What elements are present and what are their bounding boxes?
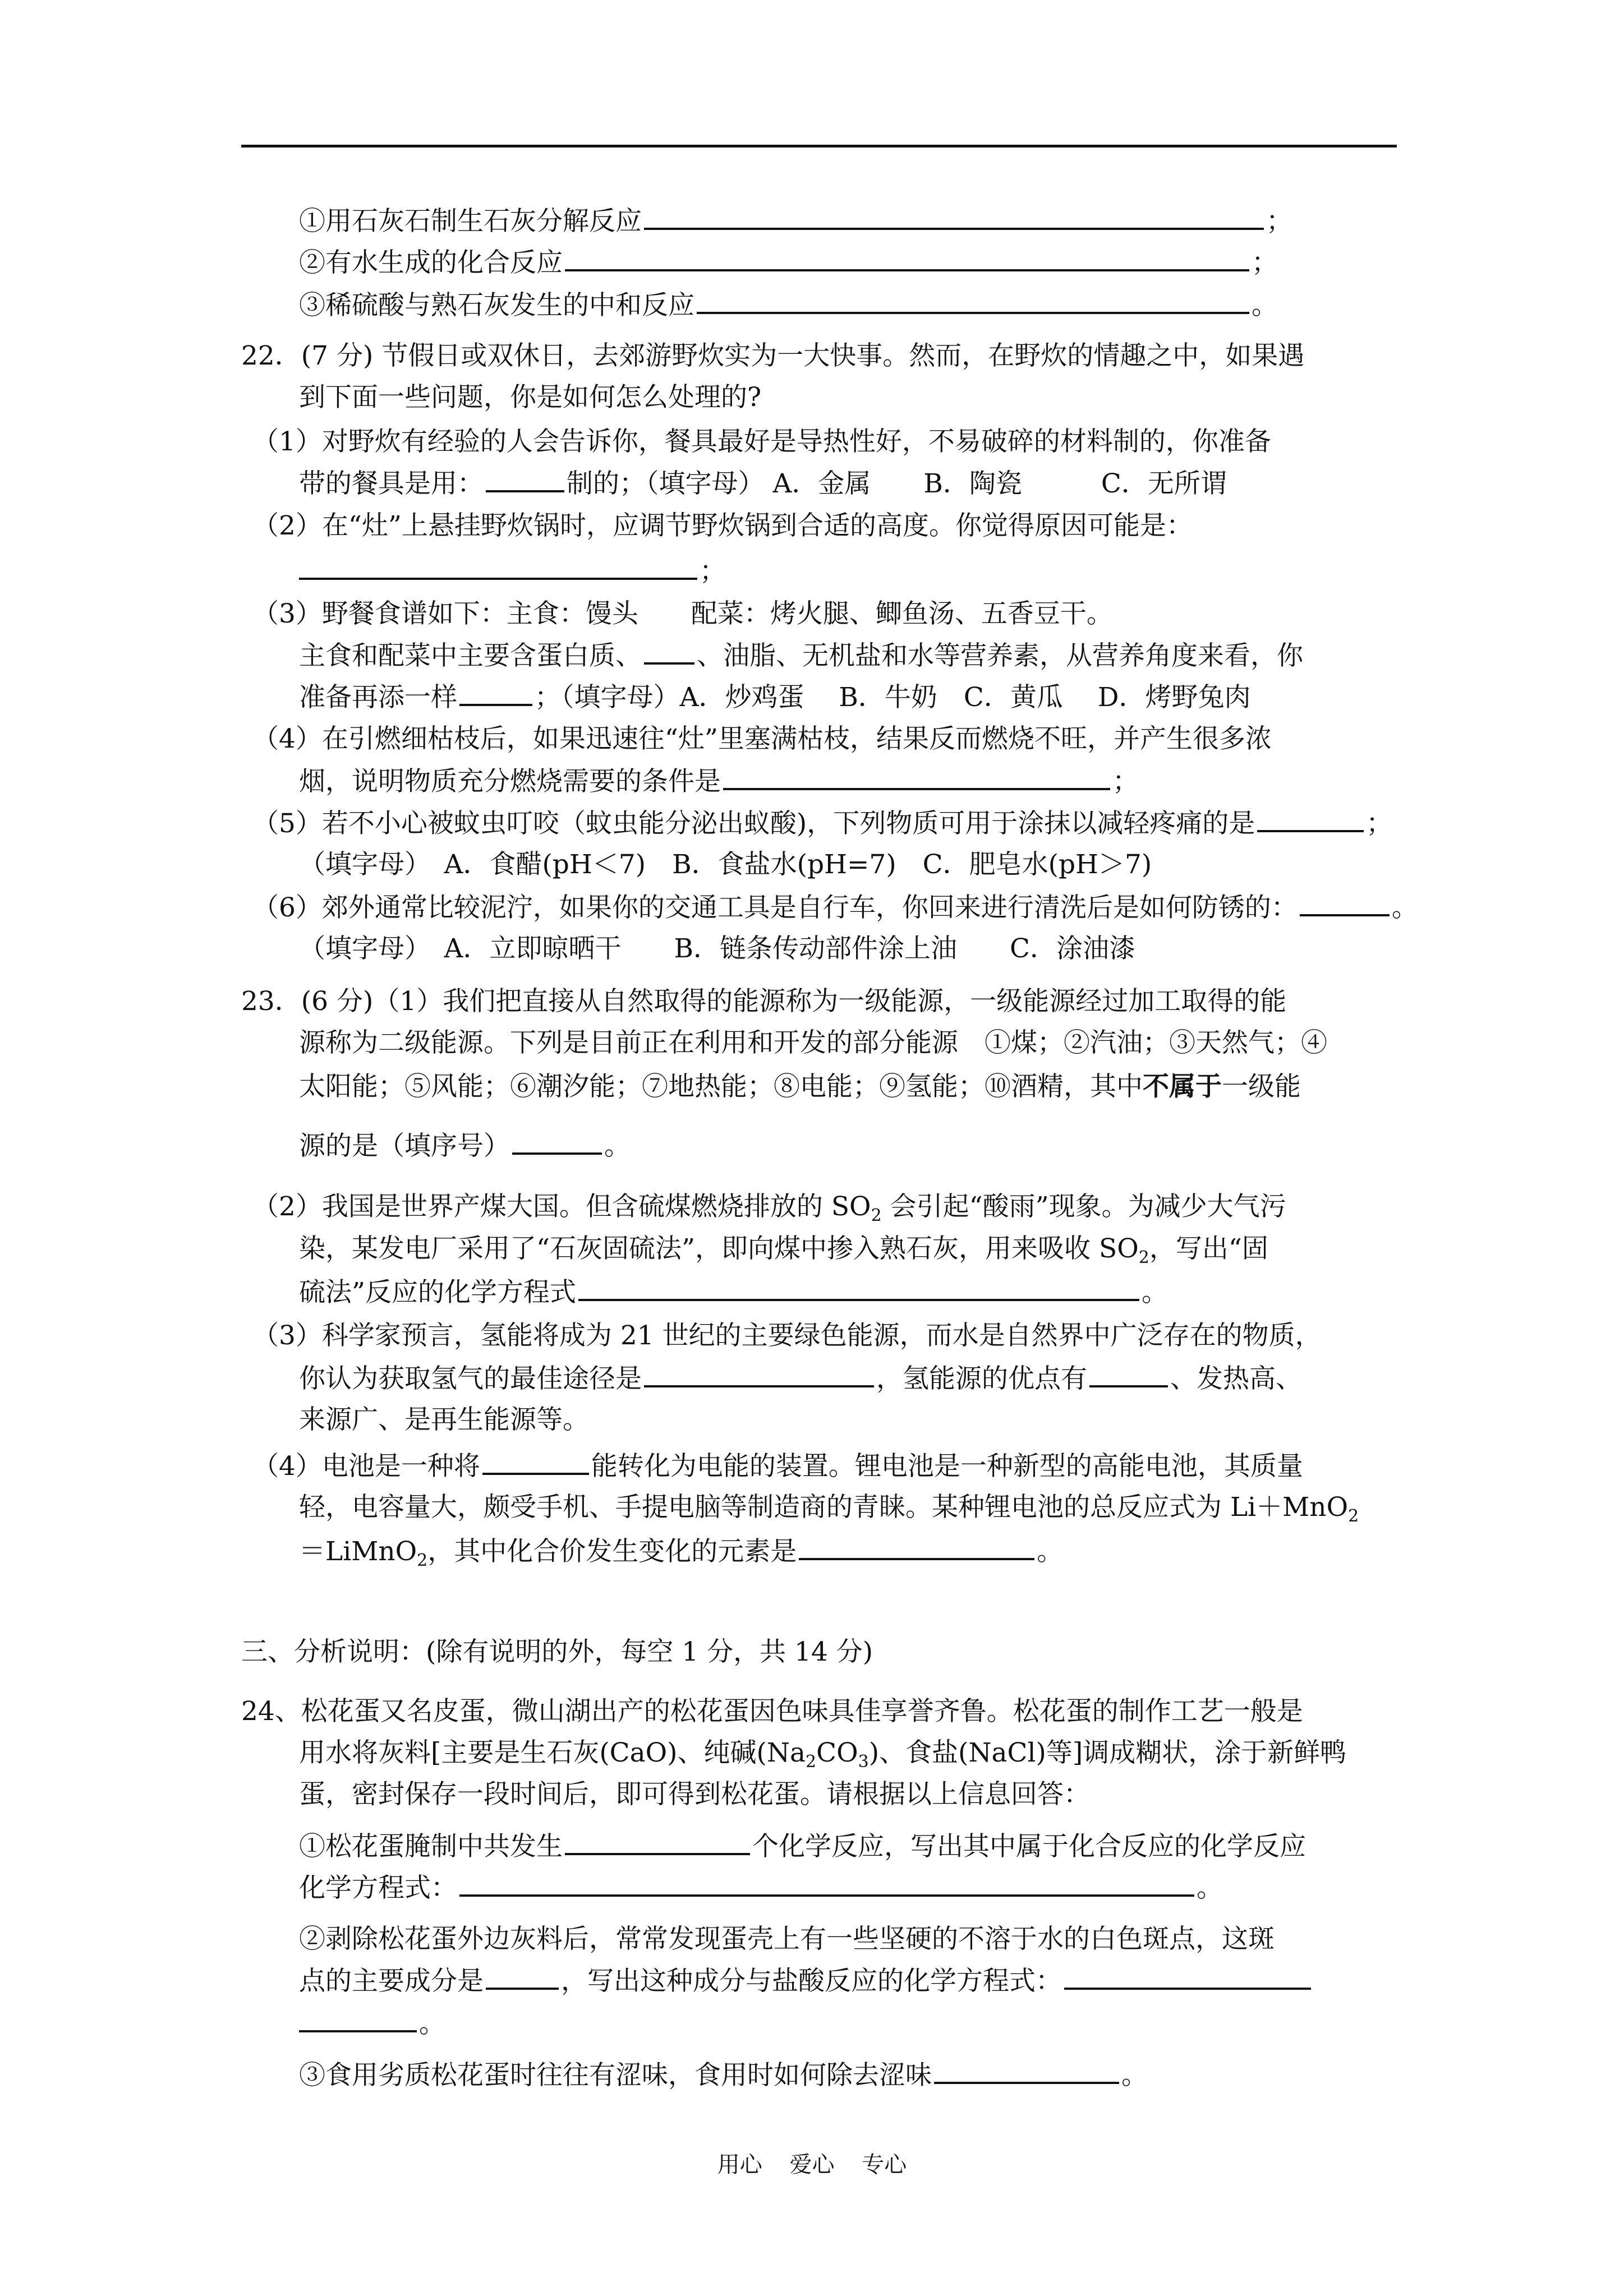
q24-item2-line3: 。: [299, 2005, 445, 2042]
answer-blank[interactable]: [644, 203, 1264, 230]
q24-line3: 蛋，密封保存一段时间后，即可得到松花蛋。请根据以上信息回答：: [299, 1779, 1090, 1810]
answer-blank[interactable]: [512, 1128, 602, 1155]
q22-part3-line1: （3）野餐食谱如下：主食：馒头 配菜：烤火腿、鲫鱼汤、五香豆干。: [252, 598, 1113, 629]
q22-part3-line2: 主食和配菜中主要含蛋白质、 、油脂、无机盐和水等营养素，从营养角度来看，你: [299, 638, 1303, 674]
q22-part4-line2: 烟，说明物质充分燃烧需要的条件是 ；: [299, 763, 1139, 800]
q24-item3: ③食用劣质松花蛋时往往有涩味，食用时如何除去涩味 。: [299, 2057, 1148, 2094]
q23-part4-line2: 轻，电容量大，颇受手机、手提电脑等制造商的青睐。某种锂电池的总反应式为 Li＋MnO$_2$: [299, 1492, 1359, 1526]
answer-blank[interactable]: [565, 1828, 750, 1855]
header-rule: [241, 145, 1397, 147]
q23-line2: 源称为二级能源。下列是目前正在利用和开发的部分能源 ①煤；②汽油；③天然气；④: [299, 1027, 1327, 1058]
footer-text-3: 专心: [862, 2152, 907, 2178]
answer-blank[interactable]: [486, 1963, 559, 1990]
q23-line3: 太阳能；⑤风能；⑥潮汐能；⑦地热能；⑧电能；⑨氢能；⑩酒精，其中不属于一级能: [299, 1071, 1301, 1102]
q23-part4-line1: （4）电池是一种将 能转化为电能的装置。锂电池是一种新型的高能电池，其质量: [252, 1448, 1303, 1484]
q22-part4-line1: （4）在引燃细枯枝后，如果迅速往“灶”里塞满枯枝，结果反而燃烧不旺，并产生很多浓: [252, 723, 1272, 754]
q24-item1-line1: ①松花蛋腌制中共发生 个化学反应，写出其中属于化合反应的化学反应: [299, 1828, 1306, 1865]
q22-part6-line1: （6）郊外通常比较泥泞，如果你的交通工具是自行车，你回来进行清洗后是如何防锈的： 。: [252, 889, 1418, 926]
answer-blank[interactable]: [644, 638, 694, 665]
q23-line1: 23．(6 分)（1）我们把直接从自然取得的能源称为一级能源，一级能源经过加工取得的能: [241, 986, 1287, 1017]
q23-line4: 源的是（填序号） 。: [299, 1128, 631, 1164]
q22-part1-line2: 带的餐具是用： 制的；（填字母） A．金属 B．陶瓷 C．无所谓: [299, 465, 1227, 502]
q22-part5-line2: （填字母） A．食醋(pH＜7) B．食盐水(pH=7) C．肥皂水(pH＞7): [299, 849, 1152, 880]
q24-line2: 用水将灰料[主要是生石灰(CaO)、纯碱$(Na_2CO_3)$、食盐(NaCl)等]调成糊状，涂于新鲜鸭: [299, 1737, 1347, 1772]
q21-item-3: ③稀硫酸与熟石灰发生的中和反应 。: [299, 287, 1278, 324]
answer-blank[interactable]: [578, 1274, 1139, 1301]
q24-line1: 24、松花蛋又名皮蛋，微山湖出产的松花蛋因色味具佳享誉齐鲁。松花蛋的制作工艺一般是: [241, 1696, 1303, 1727]
footer-text-1: 用心: [717, 2152, 762, 2178]
answer-blank[interactable]: [799, 1533, 1034, 1560]
page-footer: [0, 2147, 1624, 2179]
q22-part5-line1: （5）若不小心被蚊虫叮咬（蚊虫能分泌出蚁酸)，下列物质可用于涂抹以减轻疼痛的是 ；: [252, 805, 1392, 842]
q23-part3-line2: 你认为获取氢气的最佳途径是 ，氢能源的优点有 、发热高、: [299, 1361, 1302, 1397]
answer-blank[interactable]: [486, 465, 564, 492]
q22-part2-line1: （2）在“灶”上悬挂野炊锅时，应调节野炊锅到合适的高度。你觉得原因可能是：: [252, 510, 1193, 541]
q23-part3-line1: （3）科学家预言，氢能将成为 21 世纪的主要绿色能源，而水是自然界中广泛存在的物质，: [252, 1320, 1322, 1351]
answer-blank[interactable]: [459, 679, 532, 706]
q22-part3-line3: 准备再添一样 ；（填字母）A．炒鸡蛋 B．牛奶 C．黄瓜 D．烤野兔肉: [299, 679, 1251, 716]
answer-blank[interactable]: [1089, 1361, 1168, 1387]
q21-item-1: ①用石灰石制生石灰分解反应 ；: [299, 203, 1292, 239]
q24-item2-line2: 点的主要成分是 ，写出这种成分与盐酸反应的化学方程式：: [299, 1963, 1313, 1999]
q22-part2-line2: ；: [299, 553, 726, 589]
answer-blank[interactable]: [697, 287, 1249, 314]
q23-part4-line3: ＝LiMnO$_2$，其中化合价发生变化的元素是 。: [299, 1533, 1063, 1570]
answer-blank[interactable]: [1064, 1963, 1311, 1990]
answer-blank[interactable]: [1300, 889, 1390, 916]
answer-blank[interactable]: [482, 1448, 589, 1475]
answer-blank[interactable]: [723, 763, 1110, 790]
q22-stem-line1: 22．(7 分) 节假日或双休日，去郊游野炊实为一大快事。然而，在野炊的情趣之中，如果遇: [241, 340, 1305, 371]
q22-stem-line2: 到下面一些问题，你是如何怎么处理的?: [299, 382, 762, 413]
q23-part2-line3: 硫法”反应的化学方程式 。: [299, 1274, 1168, 1311]
q24-item1-line2: 化学方程式： 。: [299, 1870, 1223, 1906]
answer-blank[interactable]: [299, 2005, 417, 2032]
answer-blank[interactable]: [1257, 805, 1364, 832]
q21-item-2: ②有水生成的化合反应 ；: [299, 245, 1278, 281]
q24-item2-line1: ②剥除松花蛋外边灰料后，常常发现蛋壳上有一些坚硬的不溶于水的白色斑点，这斑: [299, 1924, 1275, 1954]
answer-blank[interactable]: [644, 1361, 874, 1387]
q22-part1-line1: （1）对野炊有经验的人会告诉你，餐具最好是导热性好，不易破碎的材料制的，你准备: [252, 426, 1271, 457]
q23-part3-line3: 来源广、是再生能源等。: [299, 1404, 589, 1435]
q23-part2-line2: 染，某发电厂采用了“石灰固硫法”，即向煤中掺入熟石灰，用来吸收 $SO_2$，写出“固: [299, 1233, 1268, 1267]
answer-blank[interactable]: [565, 245, 1249, 271]
answer-blank[interactable]: [459, 1870, 1194, 1897]
q22-part6-line2: （填字母） A．立即晾晒干 B．链条传动部件涂上油 C．涂油漆: [299, 933, 1135, 964]
answer-blank[interactable]: [299, 553, 697, 580]
section-3-title: 三、分析说明：(除有说明的外，每空 1 分，共 14 分): [241, 1636, 873, 1667]
footer-text-2: 爱心: [789, 2152, 835, 2178]
answer-blank[interactable]: [934, 2057, 1119, 2084]
q23-part2-line1: （2）我国是世界产煤大国。但含硫煤燃烧排放的 $SO_2$ 会引起“酸雨”现象。为减少大气污: [252, 1191, 1286, 1225]
